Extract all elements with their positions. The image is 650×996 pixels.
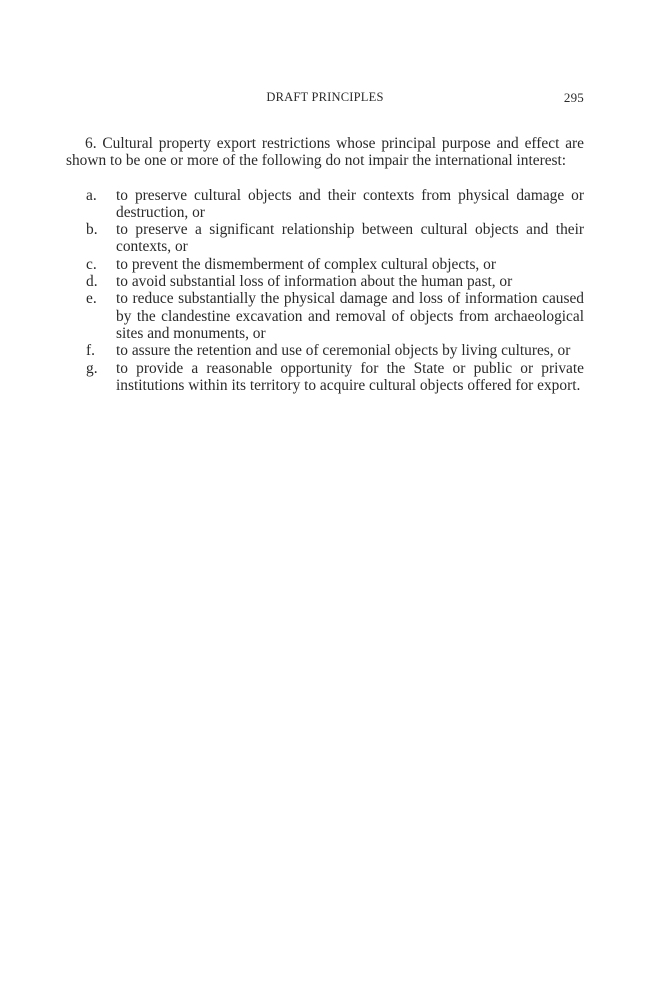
list-item-text: to prevent the dismemberment of complex cultural objects, or xyxy=(116,255,496,273)
page-number: 295 xyxy=(563,90,584,105)
list-item-text: to reduce substantially the physical damage and loss of information caused by the clandestine excavation and removal of objects from archaeological sites and monuments, or xyxy=(116,290,584,342)
list-marker: f. xyxy=(86,342,95,360)
running-head xyxy=(66,90,584,108)
list-marker: g. xyxy=(86,359,98,377)
principle-intro-paragraph: 6. Cultural property export restrictions whose principal purpose and effect are shown to be one or more of the following do not impair the international interest: xyxy=(66,135,584,170)
list-item-text: to avoid substantial loss of information about the human past, or xyxy=(116,273,513,291)
list-marker: d. xyxy=(86,273,98,291)
principle-item-d xyxy=(66,273,584,290)
list-item-text: to provide a reasonable opportunity for the State or public or private institutions within its territory to acquire cultural objects offered for export. xyxy=(116,359,584,394)
list-item-text: to preserve cultural objects and their contexts from physical damage or destruction, or xyxy=(116,186,584,221)
principle-item-b xyxy=(66,221,584,256)
list-item-text: to assure the retention and use of ceremonial objects by living cultures, or xyxy=(116,342,571,360)
list-item-text: to preserve a significant relationship between cultural objects and their contexts, or xyxy=(116,221,584,256)
list-marker: e. xyxy=(86,290,97,308)
principle-section xyxy=(66,135,584,394)
principle-list xyxy=(66,187,584,395)
principle-item-f xyxy=(66,342,584,359)
list-marker: a. xyxy=(86,186,97,204)
principle-item-g xyxy=(66,360,584,395)
principle-item-a xyxy=(66,187,584,222)
list-marker: b. xyxy=(86,221,98,239)
principle-item-e xyxy=(66,290,584,342)
list-marker: c. xyxy=(86,255,97,273)
principle-item-c xyxy=(66,256,584,273)
running-title: DRAFT PRINCIPLES xyxy=(266,90,384,104)
